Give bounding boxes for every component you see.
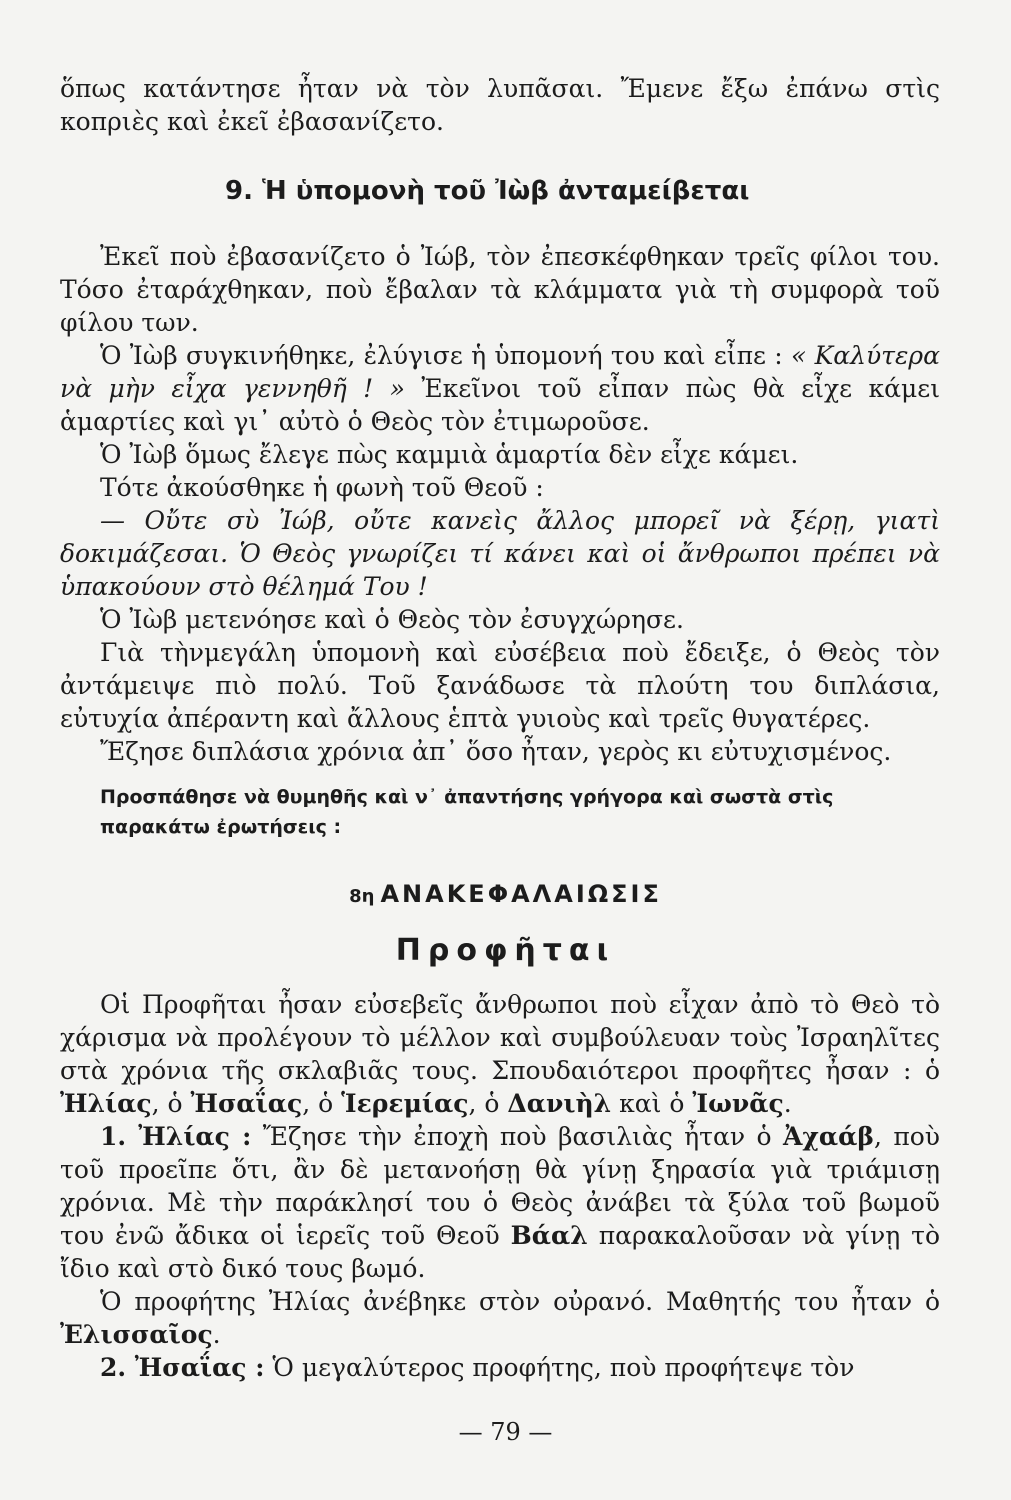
paragraph: [60, 1351, 940, 1384]
prophet-name: Ἠλίας: [60, 1089, 152, 1118]
text-run: .: [783, 1089, 792, 1118]
text-run: Ὁ προφήτης Ἠλίας ἀνέβηκε στὸν οὐρανό. Μαθητής του ἦταν ὁ: [100, 1287, 940, 1316]
paragraph: [60, 339, 940, 438]
intro-paragraph: [60, 72, 940, 138]
entry-label: 2. Ἠσαΐας :: [100, 1353, 265, 1382]
text-run: Ἐκεῖνοι τοῦ εἶπαν πὼς θὰ εἶχε κάμει ἁμαρτίες καὶ γι᾽ αὐτὸ ὁ Θεὸς τὸν ἐτιμωροῦσε.: [60, 374, 940, 436]
prophets-body: [60, 988, 940, 1384]
text-run: , ποὺ τοῦ προεῖπε ὅτι, ἂν δὲ μετανοήσῃ θὰ γίνῃ ξηρασία γιὰ τριάμισῃ χρόνια. Μὲ τὴν παράκλησί του ὁ Θεὸς ἀνάβει τὰ ξύλα τοῦ βωμοῦ του ἐνῶ ἄδικα οἱ ἱερεῖς τοῦ Θεοῦ: [60, 1122, 941, 1250]
paragraph: [60, 1120, 940, 1285]
paragraph: Ἔζησε διπλάσια χρόνια ἀπ᾽ ὅσο ἦταν, γερὸς κι εὐτυχισμένος.: [100, 737, 892, 766]
paragraph: Τότε ἀκούσθηκε ἡ φωνὴ τοῦ Θεοῦ :: [100, 473, 544, 502]
text-run: παρακαλοῦσαν νὰ γίνῃ τὸ ἴδιο καὶ στὸ δικό τους βωμό.: [60, 1221, 940, 1283]
text-run: , ὁ: [302, 1089, 342, 1118]
text-run: Ἔζησε τὴν ἐποχὴ ποὺ βασιλιὰς ἦταν ὁ: [251, 1122, 784, 1151]
paragraph: Γιὰ τὴνμεγάλη ὑπομονὴ καὶ εὐσέβεια ποὺ ἔδειξε, ὁ Θεὸς τὸν ἀντάμειψε πιὸ πολύ. Τοῦ ξανάδωσε τὰ πλούτη του διπλάσια, εὐτυχία ἀπέραντη καὶ ἄλλους ἑπτὰ γυιοὺς καὶ τρεῖς θυγατέρες.: [60, 638, 940, 733]
recap-heading: [0, 880, 1011, 908]
prophets-title: Προφῆται: [395, 933, 616, 968]
section-heading: 9. Ἡ ὑπομονὴ τοῦ Ἰὼβ ἀνταμείβεται: [225, 176, 750, 206]
section-body: [60, 240, 940, 768]
intro-text: ὅπως κατάντησε ἦταν νὰ τὸν λυπᾶσαι. Ἔμενε ἔξω ἐπάνω στὶς κοπριὲς καὶ ἐκεῖ ἐβασανίζετο.: [60, 74, 940, 136]
bold-name: Ἐλισσαῖος: [60, 1320, 213, 1349]
quote: « Καλύτερα νὰ μὴν εἶχα γεννηθῆ ! »: [60, 341, 941, 403]
paragraph: Ὁ Ἰὼβ μετενόησε καὶ ὁ Θεὸς τὸν ἐσυγχώρησε.: [100, 605, 684, 634]
prophet-name: Δανιὴλ: [507, 1089, 612, 1118]
paragraph: [60, 988, 940, 1120]
text-run: , ὁ: [468, 1089, 508, 1118]
text-run: .: [212, 1320, 221, 1349]
paragraph: Ὁ Ἰὼβ ὅμως ἔλεγε πὼς καμμιὰ ἁμαρτία δὲν εἶχε κάμει.: [100, 440, 799, 469]
prophet-name: Ἱερεμίας: [341, 1089, 469, 1118]
recap-title: ΑΝΑΚΕΦΑΛΑΙΩΣΙΣ: [380, 880, 662, 908]
text-run: Οἱ Προφῆται ἦσαν εὐσεβεῖς ἄνθρωποι ποὺ εἶχαν ἀπὸ τὸ Θεὸ τὸ χάρισμα νὰ προλέγουν τὸ μέλλον καὶ συμβούλευαν τοὺς Ἰσραηλῖτες στὰ χρόνια τῆς σκλαβιᾶς τους. Σπουδαιότεροι προφῆτες ἦσαν :: [60, 990, 940, 1085]
bold-name: Ἀχαάβ: [783, 1122, 874, 1151]
entry-label: 1. Ἠλίας :: [100, 1122, 252, 1151]
bold-name: Βάαλ: [510, 1221, 588, 1250]
text-run: Ὁ Ἰὼβ συγκινήθηκε, ἐλύγισε ἡ ὑπομονή του καὶ εἶπε :: [100, 341, 791, 370]
paragraph: [60, 1285, 940, 1351]
text-run: ὁ: [924, 1056, 941, 1085]
text-run: , ὁ: [151, 1089, 191, 1118]
instruction-text: Προσπάθησε νὰ θυμηθῆς καὶ ν᾽ ἀπαντήσης γρήγορα καὶ σωστὰ στὶς παρακάτω ἐρωτήσεις :: [100, 786, 834, 838]
recap-number: 8η: [349, 886, 375, 907]
text-run: καὶ ὁ: [611, 1089, 693, 1118]
text-run: Ὁ μεγαλύτερος προφήτης, ποὺ προφήτεψε τὸν: [264, 1353, 855, 1382]
prophet-name: Ἰωνᾶς: [692, 1089, 784, 1118]
divine-speech: — Οὔτε σὺ Ἰώβ, οὔτε κανεὶς ἄλλος μπορεῖ νὰ ξέρῃ, γιατὶ δοκιμάζεσαι. Ὁ Θεὸς γνωρίζει τί κάνει καὶ οἱ ἄνθρωποι πρέπει νὰ ὑπακούουν στὸ θέλημά Του !: [60, 506, 940, 601]
paragraph: Ἐκεῖ ποὺ ἐβασανίζετο ὁ Ἰώβ, τὸν ἐπεσκέφθηκαν τρεῖς φίλοι του. Τόσο ἐταράχθηκαν, ποὺ ἔβαλαν τὰ κλάμματα γιὰ τὴ συμφορὰ τοῦ φίλου των.: [60, 242, 940, 337]
page-number: — 79 —: [458, 1418, 553, 1446]
prophet-name: Ἠσαΐας: [190, 1089, 303, 1118]
